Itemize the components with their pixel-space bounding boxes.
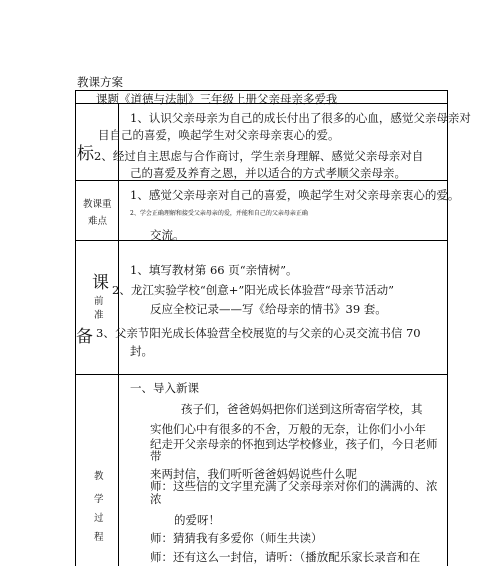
- preparation-line-2: 2、龙江实验学校“创意+”阳光成长体验营“母亲节活动”: [112, 283, 394, 297]
- process-line-5: 带: [150, 449, 162, 463]
- key-points-label-1: 教课重: [83, 199, 112, 210]
- process-label-3: 过: [94, 513, 104, 524]
- objective-line-1: 1、认识父亲母亲为自己的成长付出了很多的心血，感觉父亲母亲对: [130, 111, 471, 125]
- process-line-4: 纪走开父亲母亲的怀抱到达学校修业，孩子们，今日老师: [150, 437, 438, 451]
- preparation-label-big-1: 课: [92, 273, 109, 293]
- preparation-line-5: 封。: [130, 344, 153, 358]
- objective-line-2: 目自己的喜爱，唤起学生对父亲母亲衷心的爱。: [98, 128, 340, 142]
- process-line-9: 的爱呀！: [174, 513, 220, 527]
- preparation-label-small-2: 准: [94, 310, 104, 321]
- preparation-line-1: 1、填写教材第 66 页“亲情树”。: [130, 263, 298, 277]
- document-heading: 教课方案: [77, 75, 123, 89]
- process-line-8: 浓: [150, 492, 162, 506]
- process-line-6: 来两封信，我们听听爸爸妈妈说些什么呢: [150, 467, 357, 481]
- table-border-right: [447, 90, 448, 566]
- process-label-2: 学: [94, 494, 104, 505]
- objectives-label: 标: [77, 144, 94, 164]
- key-point-line-2: 2、学会正确理解和接受父亲母亲的爱，并能和自己的父亲母亲正确: [130, 210, 308, 217]
- preparation-line-4: 3、父亲节阳光成长体验营全校展览的与父亲的心灵交流书信 70: [96, 326, 421, 340]
- key-points-label-2: 难点: [88, 216, 108, 227]
- lesson-title: 课题《道德与法制》三年级上册父亲母亲多爱我: [96, 92, 338, 106]
- key-point-line-3: 交流。: [150, 228, 185, 242]
- process-label-1: 教: [94, 471, 104, 482]
- preparation-line-3: 反应全校记录——写《给母亲的情书》39 套。: [150, 302, 387, 316]
- preparation-label-small-1: 前: [94, 296, 104, 307]
- process-line-2: 孩子们，爸爸妈妈把你们送到这所寄宿学校，其: [181, 402, 423, 416]
- row-divider-4: [75, 374, 448, 375]
- key-point-line-1: 1、感觉父亲母亲对自己的喜爱，唤起学生对父亲母亲衷心的爱。: [130, 188, 460, 202]
- objective-line-3: 2、经过自主思虑与合作商讨，学生亲身理解、感觉父亲母亲对自: [94, 149, 424, 163]
- objective-line-4: 己的喜爱及养育之恩，并以适合的方式孝顺父亲母亲。: [130, 166, 406, 180]
- process-line-1: 一、导入新课: [130, 381, 199, 395]
- process-line-11: 师：还有这么一封信，请听：（播放配乐家长录音和在: [150, 550, 421, 564]
- process-label-4: 程: [94, 532, 104, 543]
- process-line-7: 师：这些信的文字里充满了父亲母亲对你们的满满的、浓: [150, 479, 438, 493]
- row-divider-3: [75, 240, 448, 241]
- process-line-3: 实他们心中有很多的不舍，万般的无奈，让你们小小年: [150, 422, 426, 436]
- process-line-10: 师：猜猜我有多爱你（师生共读）: [150, 531, 323, 545]
- preparation-label-big-2: 备: [76, 327, 93, 347]
